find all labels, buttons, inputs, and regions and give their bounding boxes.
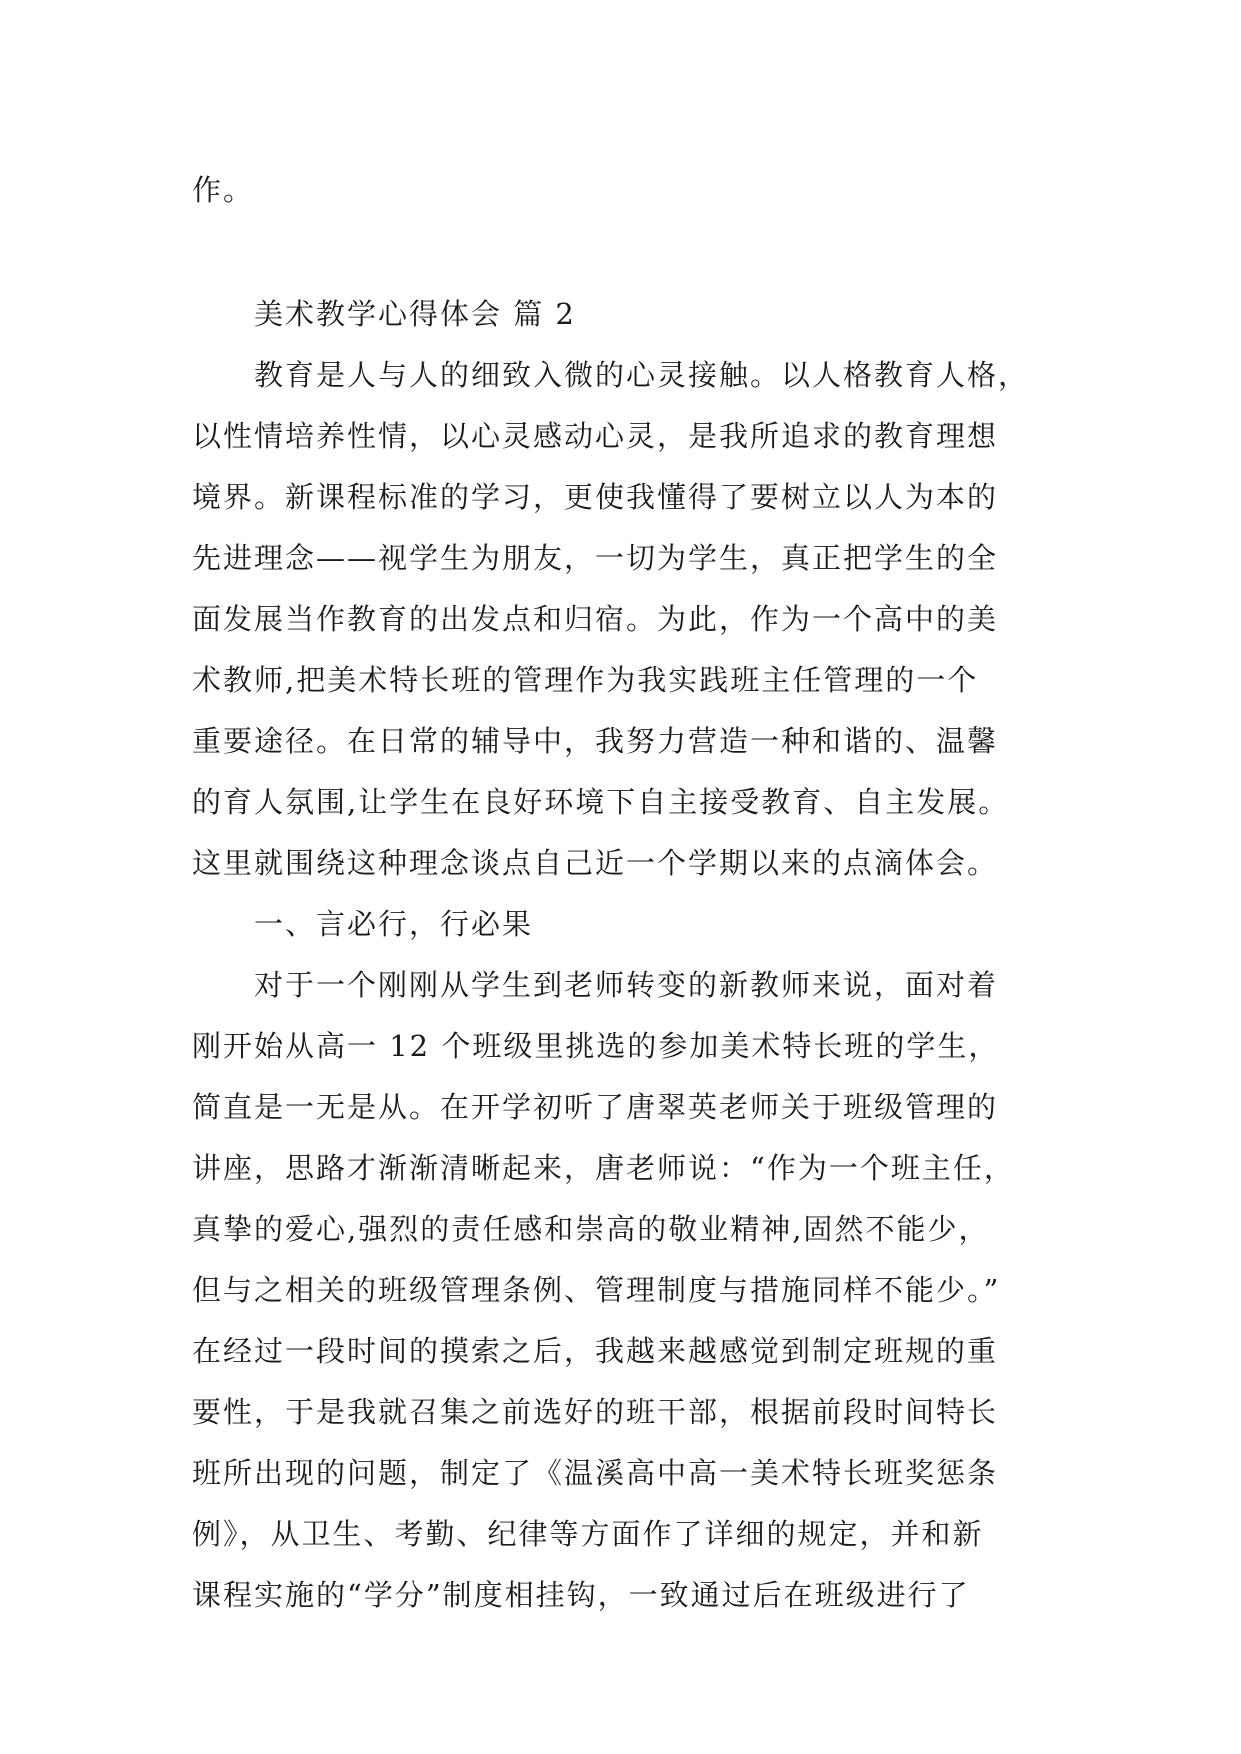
text-line: 班所出现的问题，制定了《温溪高中高一美术特长班奖惩条 [192,1456,999,1490]
text-line: 作。 [192,173,255,207]
text-line: 重要途径。在日常的辅导中，我努力营造一种和谐的、温馨 [192,724,999,758]
subheading: 一、言必行，行必果 [254,907,534,941]
section-title: 美术教学心得体会 篇 2 [254,297,576,331]
text-line: 境界。新课程标准的学习，更使我懂得了要树立以人为本的 [192,480,999,514]
text-line: 这里就围绕这种理念谈点自己近一个学期以来的点滴体会。 [192,846,999,880]
paragraph-gap [192,221,1052,284]
text-line: 在经过一段时间的摸索之后，我越来越感觉到制定班规的重 [192,1334,999,1368]
text-line: 面发展当作教育的出发点和归宿。为此，作为一个高中的美 [192,602,999,636]
text-line: 讲座，思路才渐渐清晰起来，唐老师说：“作为一个班主任， [192,1151,1015,1185]
text-line: 先进理念——视学生为朋友，一切为学生，真正把学生的全 [192,541,999,575]
text-line: 的育人氛围,让学生在良好环境下自主接受教育、自主发展。 [192,785,1010,819]
text-line: 真挚的爱心,强烈的责任感和崇高的敬业精神,固然不能少， [192,1212,990,1246]
text-line: 刚开始从高一 12 个班级里挑选的参加美术特长班的学生， [192,1029,1000,1063]
document-body [192,160,1052,1626]
text-line: 但与之相关的班级管理条例、管理制度与措施同样不能少。” [192,1273,1001,1307]
text-line: 术教师,把美术特长班的管理作为我实践班主任管理的一个 [192,663,979,697]
text-line: 要性，于是我就召集之前选好的班干部，根据前段时间特长 [192,1395,999,1429]
text-line: 例》，从卫生、考勤、纪律等方面作了详细的规定，并和新 [192,1517,984,1551]
text-line: 简直是一无是从。在开学初听了唐翠英老师关于班级管理的 [192,1090,999,1124]
text-line: 教育是人与人的细致入微的心灵接触。以人格教育人格， [254,358,1030,392]
text-line: 以性情培养性情，以心灵感动心灵，是我所追求的教育理想 [192,419,999,453]
text-line: 对于一个刚刚从学生到老师转变的新教师来说，面对着 [254,968,999,1002]
text-line: 课程实施的“学分”制度相挂钩，一致通过后在班级进行了 [192,1578,970,1612]
